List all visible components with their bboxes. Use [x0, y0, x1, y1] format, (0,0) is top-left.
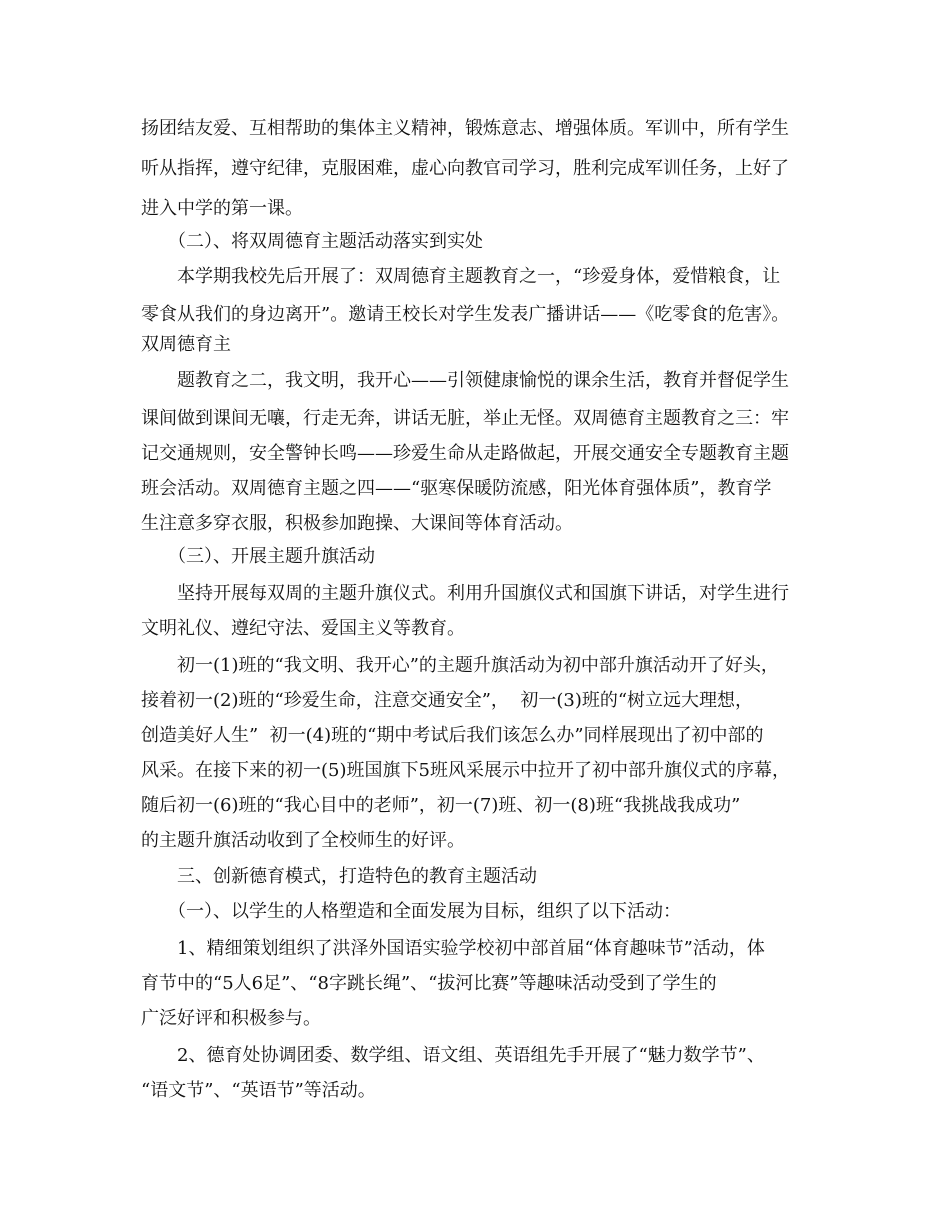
text-line: 接着初一(2)班的“珍爱生命，注意交通安全”， 初一(3)班的“树立远大理想，: [141, 690, 754, 711]
text-line: 坚持开展每双周的主题升旗仪式。利用升国旗仪式和国旗下讲话，对学生进行: [177, 583, 789, 604]
text-line: 题教育之二，我文明，我开心——引领健康愉悦的课余生活，教育并督促学生: [177, 370, 789, 391]
text-line: 班会活动。双周德育主题之四——“驱寒保暖防流感，阳光体育强体质”，教育学: [141, 478, 772, 499]
text-line: “语文节”、“英语节”等活动。: [141, 1080, 376, 1101]
text-line: 听从指挥，遵守纪律，克服困难，虚心向教官司学习，胜利完成军训任务，上好了: [141, 158, 789, 179]
section-heading: （二）、将双周德育主题活动落实到实处: [168, 231, 483, 252]
text-line: 进入中学的第一课。: [141, 198, 303, 219]
text-line: 创造美好人生” 初一(4)班的“期中考试后我们该怎么办”同样展现出了初中部的: [141, 725, 764, 746]
text-line: 1、精细策划组织了洪泽外国语实验学校初中部首届“体育趣味节”活动，体: [177, 938, 765, 959]
section-heading: （三）、开展主题升旗活动: [168, 546, 375, 567]
text-line: 课间做到课间无嚷，行走无奔，讲话无脏，举止无怪。双周德育主题教育之三：牢: [141, 408, 789, 429]
text-line: 文明礼仪、遵纪守法、爱国主义等教育。: [141, 618, 465, 639]
text-line: 的主题升旗活动收到了全校师生的好评。: [141, 830, 465, 851]
text-line: 零食从我们的身边离开”。邀请王校长对学生发表广播讲话——《吃零食的危害》。: [141, 304, 790, 325]
text-line: 生注意多穿衣服，积极参加跑操、大课间等体育活动。: [141, 513, 573, 534]
text-line: 本学期我校先后开展了：双周德育主题教育之一，“珍爱身体，爱惜粮食，让: [177, 266, 781, 287]
text-line: 双周德育主: [141, 334, 231, 355]
text-line: 扬团结友爱、互相帮助的集体主义精神，锻炼意志、增强体质。军训中，所有学生: [141, 118, 789, 139]
text-line: 广泛好评和积极参与。: [141, 1008, 321, 1029]
text-line: 2、德育处协调团委、数学组、语文组、英语组先手开展了“魅力数学节”、: [177, 1045, 765, 1066]
text-line: 记交通规则，安全警钟长鸣——珍爱生命从走路做起，开展交通安全专题教育主题: [141, 443, 789, 464]
text-line: 随后初一(6)班的“我心目中的老师”，初一(7)班、初一(8)班“我挑战我成功”: [141, 795, 741, 816]
text-line: 风采。在接下来的初一(5)班国旗下5班风采展示中拉开了初中部升旗仪式的序幕，: [141, 760, 790, 781]
section-heading: 三、创新德育模式，打造特色的教育主题活动: [177, 866, 537, 887]
text-line: 育节中的“5人6足”、“8字跳长绳”、“拔河比赛”等趣味活动受到了学生的: [141, 973, 717, 994]
section-heading: （一）、以学生的人格塑造和全面发展为目标，组织了以下活动：: [168, 901, 681, 922]
text-line: 初一(1)班的“我文明、我开心”的主题升旗活动为初中部升旗活动开了好头，: [177, 655, 779, 676]
